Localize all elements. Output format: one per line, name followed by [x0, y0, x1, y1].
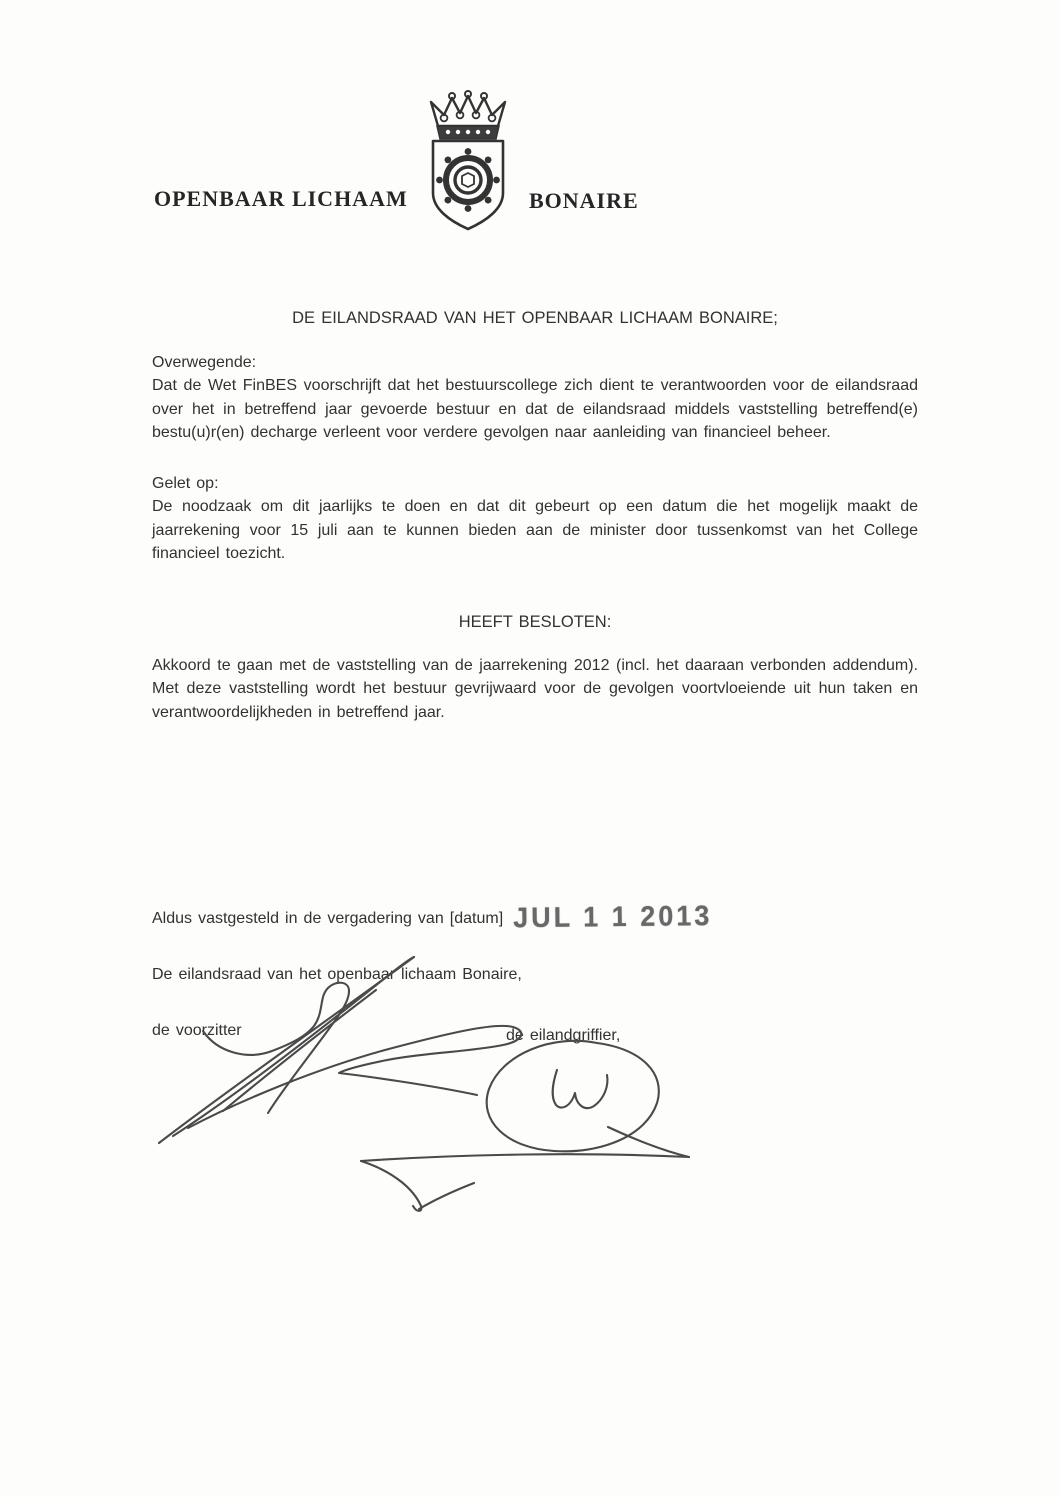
regarding-text: De noodzaak om dit jaarlijks te doen en dat dit gebeurt op een datum die het mogelijk maakt de jaarrekening voor 15 juli aan te kunnen bieden aan de minister door tussenkomst van het College financieel toezicht. [152, 498, 918, 563]
decision-text: Akkoord te gaan met de vaststelling van de jaarrekening 2012 (incl. het daaraan verbonden addendum). Met deze vaststelling wordt het bestuur gevrijwaard voor de gevolgen voortvloeiende uit hun taken en verantwoordelijkheden in betreffend jaar. [152, 657, 918, 721]
date-stamp: JUL 1 1 2013 [513, 899, 713, 934]
adopted-line: Aldus vastgesteld in de vergadering van [datum] [152, 910, 504, 927]
org-name-left: OPENBAAR LICHAAM [154, 186, 408, 211]
signatures-overlay [140, 930, 720, 1250]
considering-text: Dat de Wet FinBES voorschrijft dat het bestuurscollege zich dient te verantwoorden voor de eilandsraad over het in betreffend jaar gevoerde bestuur en dat de eilandsraad middels vaststelling betreffend(e) bestu(u)r(en) decharge verleent voor verdere gevolgen naar aanleiding van financieel beheer. [152, 377, 918, 442]
regarding-label: Gelet op: [152, 475, 219, 492]
document-title: DE EILANDSRAAD VAN HET OPENBAAR LICHAAM BONAIRE; [292, 309, 778, 327]
org-name-right: BONAIRE [529, 188, 639, 213]
considering-section [152, 351, 918, 445]
registrar-label: de eilandgriffier, [506, 1027, 621, 1044]
council-line: De eilandsraad van het openbaar lichaam Bonaire, [152, 966, 522, 983]
decision-heading: HEEFT BESLOTEN: [458, 613, 612, 631]
chairman-label: de voorzitter [152, 1022, 242, 1039]
chairman-signature [159, 957, 521, 1143]
registrar-signature [361, 1041, 689, 1211]
bonaire-coat-of-arms-icon [420, 85, 530, 240]
considering-label: Overwegende: [152, 354, 257, 371]
regarding-section [152, 472, 918, 566]
